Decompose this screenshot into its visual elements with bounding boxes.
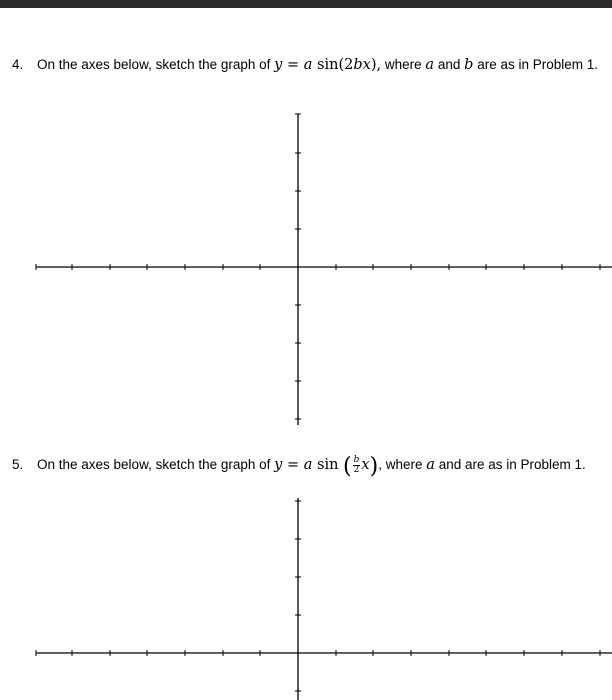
problem-5-equation: [274, 454, 379, 479]
problem-4-suffix: are as in Problem 1.: [477, 57, 598, 72]
problem-5-axes: [0, 490, 612, 700]
problem-5-prefix: On the axes below, sketch the graph of: [37, 457, 271, 472]
paren-close: ): [369, 454, 379, 479]
equals-sign: =: [286, 457, 300, 473]
var-y: y: [274, 457, 283, 473]
problem-5-number: 5.: [12, 457, 24, 472]
problem-4-number: 4.: [12, 57, 24, 72]
var-b: b: [353, 57, 363, 73]
problem-5-suffix: are as in Problem 1.: [464, 457, 586, 472]
var-x: x: [361, 457, 370, 473]
fraction-denominator: 2: [353, 464, 360, 475]
and-word: and: [437, 57, 461, 72]
var-a: a: [303, 457, 313, 473]
fraction-numerator: b: [353, 454, 360, 465]
var-a: a: [303, 57, 313, 73]
argument-close: ),: [370, 57, 382, 73]
var-a-ref: a: [425, 57, 435, 73]
fraction-b-over-2: [353, 456, 361, 475]
problem-4-axes: [0, 100, 612, 430]
var-x: x: [362, 57, 371, 73]
var-y: y: [274, 57, 283, 73]
problem-4-axes-svg: [0, 100, 612, 430]
comma: ,: [378, 457, 382, 472]
problem-5-text: [37, 454, 586, 479]
problem-4-equation: [274, 57, 381, 73]
var-a-ref: a: [426, 457, 435, 473]
sin-function: sin: [317, 457, 339, 473]
problem-4-prefix: On the axes below, sketch the graph of: [37, 57, 271, 72]
var-b-ref: b: [464, 57, 474, 73]
page-top-border: [0, 0, 612, 8]
sin-function: sin: [317, 57, 339, 73]
paren-open: (: [343, 454, 352, 479]
where-word: where: [385, 457, 423, 472]
problem-4-text: [37, 55, 598, 75]
argument-open: (2: [338, 57, 354, 73]
and-word: and: [438, 457, 462, 472]
where-word: where: [384, 57, 422, 72]
problem-5-axes-svg: [0, 490, 612, 700]
equals-sign: =: [286, 57, 300, 73]
